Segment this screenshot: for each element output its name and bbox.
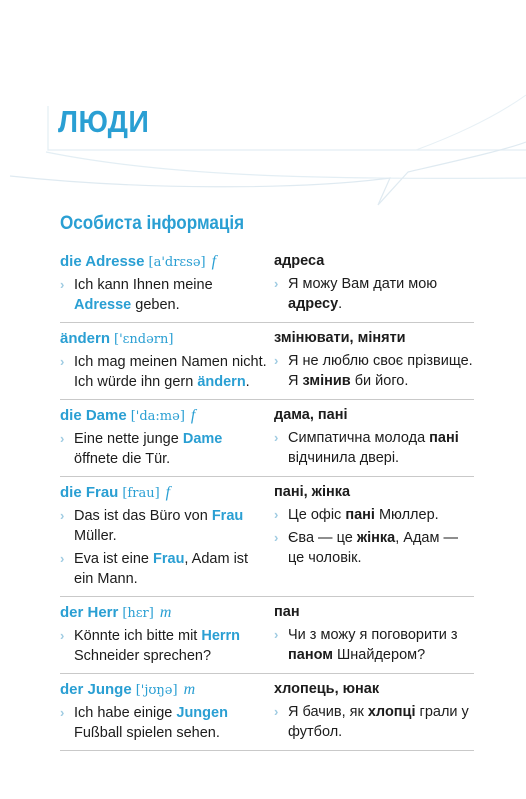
german-column bbox=[60, 483, 274, 589]
example-text: Eva ist eine bbox=[74, 551, 153, 567]
german-column bbox=[60, 603, 274, 666]
grammatical-gender: f bbox=[165, 484, 171, 501]
german-example bbox=[60, 626, 274, 666]
vocab-entry bbox=[60, 323, 474, 400]
ukrainian-column bbox=[274, 483, 474, 589]
example-text: Симпатична молода bbox=[288, 430, 430, 446]
german-example bbox=[60, 429, 274, 469]
highlighted-word: змінив bbox=[302, 373, 351, 389]
german-example bbox=[60, 549, 274, 589]
headword-line bbox=[60, 252, 274, 272]
example-text: грали у футбол. bbox=[288, 704, 469, 740]
chevron-right-icon: › bbox=[60, 551, 65, 566]
example-text: Fußball spielen sehen. bbox=[74, 725, 220, 741]
ukrainian-column bbox=[274, 252, 474, 315]
highlighted-word: Frau bbox=[153, 551, 185, 567]
highlighted-word: адресу bbox=[288, 296, 339, 312]
ukrainian-example bbox=[274, 625, 474, 665]
vocab-entry bbox=[60, 477, 474, 597]
german-column bbox=[60, 329, 274, 392]
headword: die Adresse bbox=[60, 253, 145, 270]
ukrainian-column bbox=[274, 680, 474, 743]
german-column bbox=[60, 680, 274, 743]
chevron-right-icon: › bbox=[60, 431, 65, 446]
highlighted-word: паном bbox=[288, 647, 333, 663]
chevron-right-icon: › bbox=[60, 508, 65, 523]
pronunciation: ['ɛndərn] bbox=[114, 332, 174, 347]
pronunciation: [frau] bbox=[122, 486, 160, 501]
headword: die Frau bbox=[60, 484, 119, 501]
example-text: відчинила двері. bbox=[288, 450, 400, 466]
example-text: Könnte ich bitte mit bbox=[74, 628, 202, 644]
headword-line bbox=[60, 329, 274, 349]
example-text: Це офіс bbox=[288, 507, 346, 523]
headword: der Junge bbox=[60, 681, 132, 698]
chevron-right-icon: › bbox=[60, 354, 65, 369]
chevron-right-icon: › bbox=[274, 276, 279, 291]
chevron-right-icon: › bbox=[60, 705, 65, 720]
chevron-right-icon: › bbox=[60, 277, 65, 292]
example-text: Я бачив, як bbox=[288, 704, 368, 720]
german-column bbox=[60, 252, 274, 315]
highlighted-word: Frau bbox=[211, 508, 244, 524]
example-text: Ich kann Ihnen meine bbox=[74, 277, 213, 293]
german-example bbox=[60, 506, 274, 546]
example-text: , Адам — це чоловік. bbox=[288, 530, 458, 566]
pronunciation: ['da:mə] bbox=[130, 409, 185, 424]
translation: пан bbox=[274, 604, 300, 620]
headword-line bbox=[60, 406, 274, 426]
example-text: öffnete die Tür. bbox=[74, 451, 171, 467]
vocab-entry bbox=[60, 597, 474, 674]
pronunciation: [hɛr] bbox=[122, 606, 154, 621]
pronunciation: ['jʊŋə] bbox=[135, 683, 178, 698]
example-text: , Adam ist ein Mann. bbox=[74, 551, 249, 587]
chevron-right-icon: › bbox=[274, 530, 279, 545]
example-text: Schneider sprechen? bbox=[74, 648, 212, 664]
ukrainian-example bbox=[274, 428, 474, 468]
ukrainian-example bbox=[274, 274, 474, 314]
headword-line bbox=[60, 603, 274, 623]
example-text: Das ist das Büro von bbox=[74, 508, 212, 524]
ukrainian-example bbox=[274, 505, 474, 525]
chevron-right-icon: › bbox=[60, 628, 65, 643]
highlighted-word: жінка bbox=[356, 530, 396, 546]
german-example bbox=[60, 352, 274, 392]
vocabulary-list bbox=[60, 252, 474, 751]
example-text: Чи з можу я поговорити з bbox=[288, 627, 458, 643]
german-column bbox=[60, 406, 274, 469]
headword-line bbox=[60, 483, 274, 503]
example-text: Шнайдером? bbox=[332, 647, 426, 663]
example-text: Ich habe einige bbox=[74, 705, 177, 721]
vocab-entry bbox=[60, 252, 474, 323]
example-text: Eine nette junge bbox=[74, 431, 183, 447]
chevron-right-icon: › bbox=[274, 430, 279, 445]
ukrainian-example bbox=[274, 702, 474, 742]
translation: дама, пані bbox=[274, 407, 348, 423]
example-text: Єва — це bbox=[288, 530, 357, 546]
german-example bbox=[60, 703, 274, 743]
chevron-right-icon: › bbox=[274, 704, 279, 719]
example-text: . bbox=[245, 374, 250, 390]
headword-line bbox=[60, 680, 274, 700]
ukrainian-column bbox=[274, 329, 474, 392]
example-text: Я не люблю своє прізвище. Я bbox=[288, 353, 473, 389]
grammatical-gender: f bbox=[190, 407, 196, 424]
page-title: ЛЮДИ bbox=[58, 104, 150, 139]
example-text: . bbox=[338, 296, 343, 312]
headword: ändern bbox=[60, 330, 111, 347]
chevron-right-icon: › bbox=[274, 507, 279, 522]
example-text: Ich mag meinen Namen nicht. Ich würde ihn gern bbox=[74, 354, 267, 390]
headword: der Herr bbox=[60, 604, 119, 621]
highlighted-word: Jungen bbox=[176, 705, 228, 721]
translation: хлопець, юнак bbox=[274, 681, 380, 697]
ukrainian-example bbox=[274, 528, 474, 568]
example-text: Мюллер. bbox=[374, 507, 439, 523]
vocab-entry bbox=[60, 674, 474, 751]
pronunciation: [a'drɛsə] bbox=[148, 255, 206, 270]
chevron-right-icon: › bbox=[274, 627, 279, 642]
highlighted-word: пані bbox=[345, 507, 375, 523]
highlighted-word: Adresse bbox=[74, 297, 132, 313]
highlighted-word: хлопці bbox=[367, 704, 416, 720]
section-heading: Особиста інформація bbox=[60, 213, 245, 234]
example-text: би його. bbox=[350, 373, 409, 389]
translation: змінювати, міняти bbox=[274, 330, 406, 346]
example-text: geben. bbox=[131, 297, 180, 313]
highlighted-word: ändern bbox=[197, 374, 246, 390]
vocab-entry bbox=[60, 400, 474, 477]
highlighted-word: пані bbox=[429, 430, 459, 446]
ukrainian-example bbox=[274, 351, 474, 391]
example-text: Müller. bbox=[74, 528, 117, 544]
highlighted-word: Herrn bbox=[201, 628, 241, 644]
ukrainian-column bbox=[274, 603, 474, 666]
headword: die Dame bbox=[60, 407, 127, 424]
translation: пані, жінка bbox=[274, 484, 351, 500]
chevron-right-icon: › bbox=[274, 353, 279, 368]
grammatical-gender: f bbox=[211, 253, 217, 270]
translation: адреса bbox=[274, 253, 325, 269]
highlighted-word: Dame bbox=[182, 431, 223, 447]
example-text: Я можу Вам дати мою bbox=[288, 276, 438, 292]
grammatical-gender: m bbox=[183, 681, 196, 698]
ukrainian-column bbox=[274, 406, 474, 469]
german-example bbox=[60, 275, 274, 315]
grammatical-gender: m bbox=[159, 604, 172, 621]
